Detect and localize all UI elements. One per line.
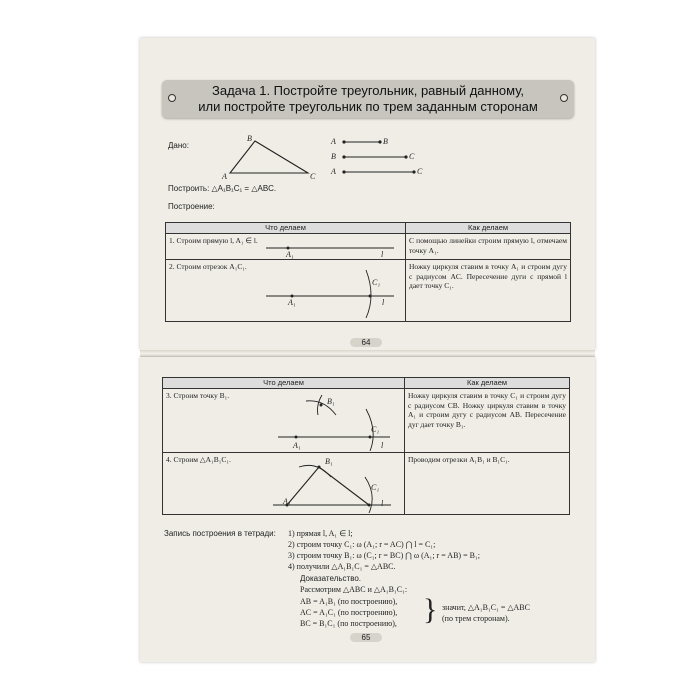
given-label: Дано:: [168, 141, 189, 150]
vertex-a-label: A: [222, 172, 227, 181]
step4-how: Проводим отрезки A₁B₁ и B₁C₁.: [405, 453, 570, 515]
proof-line-1: AB = A₁B₁ (по построению),: [300, 597, 398, 606]
proof-line-3: BC = B₁C₁ (по построению),: [300, 619, 397, 628]
step2-c1-label: C₁: [372, 278, 381, 287]
given-triangle-figure: [220, 133, 320, 183]
seg1-left-label: A: [331, 137, 336, 146]
step4-b1-label: B₁: [325, 457, 333, 466]
table-row: [166, 260, 406, 322]
seg3-left-label: A: [331, 167, 336, 176]
step1-a1-label: A₁: [286, 250, 294, 259]
task-banner: [162, 80, 574, 118]
step3-b1-label: B₁: [327, 397, 335, 406]
record-step-2: 2) строим точку C₁: ω (A₁; r = AC) ⋂ l = C₁;: [288, 540, 436, 549]
construction-label: Построение:: [168, 202, 215, 211]
record-step-4: 4) получили △A₁B₁C₁ = △ABC.: [288, 562, 396, 571]
page-65: [140, 357, 595, 662]
banner-line-1: Задача 1. Постройте треугольник, равный данному,: [211, 83, 525, 98]
step4-what: 4. Строим △A₁B₁C₁.: [166, 455, 231, 464]
col-what-header: Что делаем: [163, 378, 405, 389]
step2-what: 2. Строим отрезок A₁C₁.: [169, 262, 247, 271]
col-what-header: Что делаем: [166, 223, 406, 234]
page-number-bottom: 65: [350, 633, 382, 642]
proof-brace: }: [423, 593, 438, 626]
proof-conclusion-2: (по трем сторонам).: [442, 614, 510, 623]
step3-c1-label: C₁: [371, 425, 380, 434]
step1-l-label: l: [381, 250, 384, 259]
seg2-left-label: B: [331, 152, 336, 161]
steps-table-bottom: [162, 377, 570, 515]
proof-title: Доказательство.: [300, 574, 362, 583]
triangle-abc: [230, 141, 308, 173]
step4-a1-label: A₁: [283, 497, 291, 506]
triangle-a1b1c1: [287, 467, 369, 505]
step3-what: 3. Строим точку B₁.: [166, 391, 230, 400]
step2-a1-label: A₁: [288, 298, 296, 307]
record-step-1: 1) прямая l, A₁ ∈ l;: [288, 529, 353, 538]
page-64: [140, 38, 595, 350]
step3-how: Ножку циркуля ставим в точку C₁ и строим дугу с радиусом CB. Ножку циркуля ставим в точку A₁ и строим дугу с радиусом AB. Пересечение дуг дает точку B₁.: [405, 389, 570, 453]
seg2-right-label: C: [409, 152, 415, 161]
proof-line-2: AC = A₁C₁ (по построению),: [300, 608, 398, 617]
page-fold: [140, 350, 595, 357]
step1-how: С помощью линейки строим прямую l, отмечаем точку A₁.: [406, 234, 571, 260]
table-row: [166, 234, 406, 260]
step1-what: 1. Строим прямую l, A₁ ∈ l.: [169, 236, 258, 245]
step2-l-label: l: [382, 298, 385, 307]
vertex-b-label: B: [247, 134, 252, 143]
record-label: Запись построения в тетради:: [164, 529, 276, 538]
step3-a1-label: A₁: [293, 441, 301, 450]
proof-intro: Рассмотрим △ABC и △A₁B₁C₁:: [300, 585, 408, 594]
col-how-header: Как делаем: [406, 223, 571, 234]
proof-conclusion-1: значит, △A₁B₁C₁ = △ABC: [442, 603, 530, 612]
banner-line-2: или постройте треугольник по трем заданным сторонам: [198, 99, 538, 114]
table-row: [163, 453, 405, 515]
banner-bullet-right-icon: [560, 94, 568, 102]
col-how-header: Как делаем: [405, 378, 570, 389]
vertex-c-label: C: [310, 172, 316, 181]
seg3-right-label: C: [417, 167, 423, 176]
step2-how: Ножку циркуля ставим в точку A₁ и строим дугу с радиусом AC. Пересечение дуги с прямой l дает точку C₁.: [406, 260, 571, 322]
page-number-top: 64: [350, 338, 382, 347]
seg1-right-label: B: [383, 137, 388, 146]
construct-task: Построить: △A₁B₁C₁ = △ABC.: [168, 184, 277, 193]
banner-bullet-left-icon: [168, 94, 176, 102]
step2-figure: [266, 266, 396, 318]
record-step-3: 3) строим точку B₁: ω (C₁; r = BC) ⋂ ω (A₁; r = AB) = B₁;: [288, 551, 480, 560]
step3-l-label: l: [381, 441, 384, 450]
step4-c1-label: C₁: [371, 483, 380, 492]
table-row: [163, 389, 405, 453]
step4-l-label: l: [381, 499, 384, 508]
step2-arc: [366, 270, 371, 318]
steps-table-top: [165, 222, 571, 322]
